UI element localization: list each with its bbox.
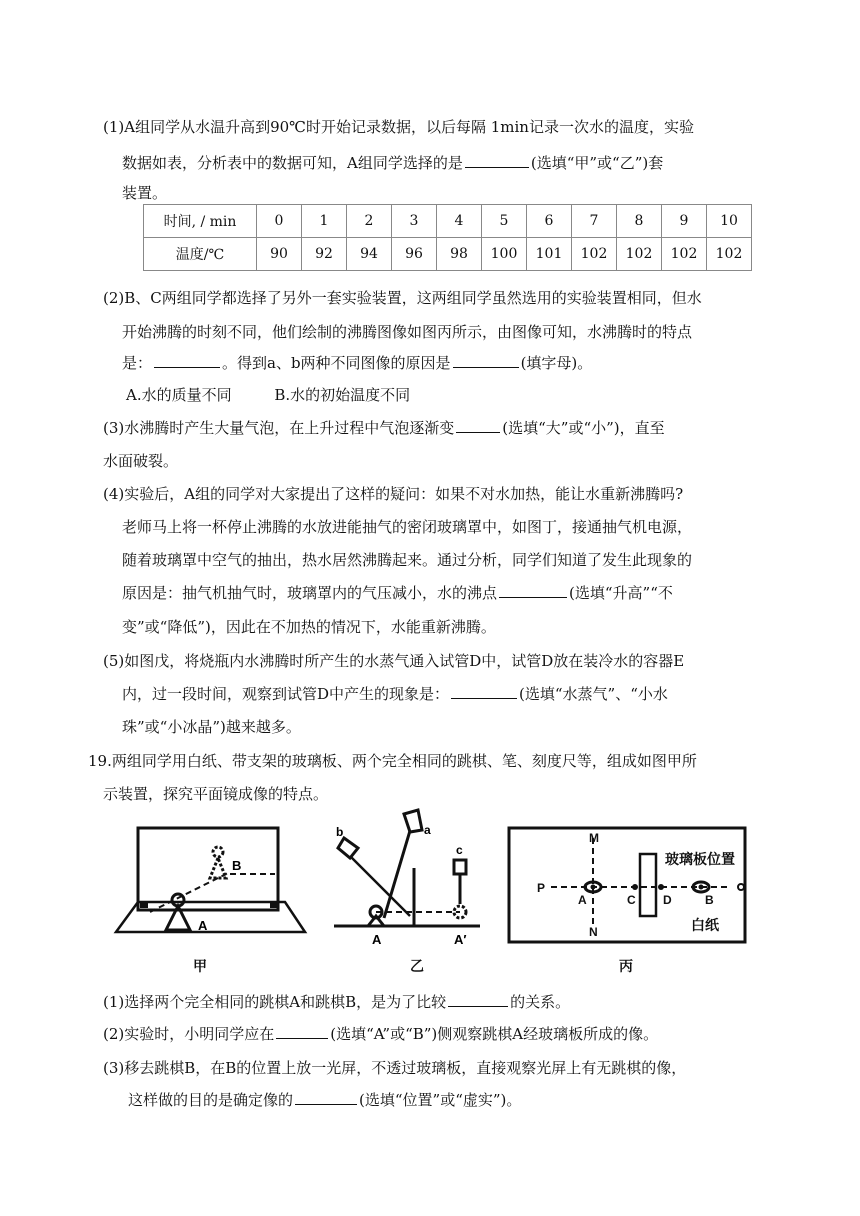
q18-p4-text: (4)实验后，A组的同学对大家提出了这样的疑问：如果不对水加热，能让水重新沸腾吗? (103, 485, 684, 503)
table-cell: 98 (437, 238, 482, 271)
q19-s3-line1 (103, 1058, 686, 1078)
q19-s3-text: (选填“位置”或“虚实”)。 (359, 1091, 522, 1109)
table-cell: 1 (302, 205, 347, 238)
figure-jia (110, 822, 310, 942)
glass-plate-position (640, 854, 656, 916)
q18-p4-line1 (103, 484, 683, 504)
table-cell: 7 (572, 205, 617, 238)
option-a: A.水的质量不同 (126, 386, 232, 404)
q18-p5-text: 内，过一段时间，观察到试管D中产生的现象是： (122, 685, 450, 703)
q19-s2-text: (2)实验时，小明同学应在 (103, 1025, 275, 1043)
q18-p1-text: 装置。 (122, 184, 168, 202)
point-b (699, 885, 704, 890)
answer-blank[interactable] (453, 353, 519, 368)
q18-p2-line3 (122, 353, 592, 373)
table-cell: 2 (347, 205, 392, 238)
q18-p4-line3 (122, 550, 692, 570)
eye-c (454, 860, 466, 874)
q18-p2-options (126, 385, 410, 405)
label-d: D (663, 893, 672, 907)
q18-p1-text: (1)A组同学从水温升高到90℃时开始记录数据，以后每隔 1min记录一次水的温度，实验 (103, 118, 694, 136)
q19-intro-text: 示装置，探究平面镜成像的特点。 (103, 785, 329, 803)
label-n: N (589, 925, 598, 939)
label-b: B (232, 858, 242, 873)
q18-p5-line1 (103, 651, 684, 671)
temperature-table (143, 204, 752, 271)
q19-s3-text: 这样做的目的是确定像的 (128, 1091, 294, 1109)
q18-p2-text: 是： (122, 354, 153, 372)
table-row (144, 238, 752, 271)
eye-a (404, 810, 422, 832)
q18-p4-line5 (122, 617, 496, 637)
eye-b (338, 838, 358, 858)
label-b: b (336, 825, 344, 839)
label-a: A (578, 893, 587, 907)
q19-s1 (103, 992, 570, 1012)
q18-p3-text: (3)水沸腾时产生大量气泡，在上升过程中气泡逐渐变 (103, 419, 455, 437)
label-a: A (198, 918, 208, 933)
q19-s3-text: (3)移去跳棋B，在B的位置上放一光屏，不透过玻璃板，直接观察光屏上有无跳棋的像， (103, 1059, 687, 1077)
eye-q (738, 884, 744, 890)
q19-intro-text: 19.两组同学用白纸、带支架的玻璃板、两个完全相同的跳棋、笔、刻度尺等，组成如图甲所 (88, 752, 697, 770)
q18-p4-line2 (122, 517, 692, 537)
plate-stand (140, 902, 148, 908)
table-cell: 92 (302, 238, 347, 271)
figure-bing (505, 824, 750, 946)
q18-p1-line3 (122, 183, 167, 203)
q18-p2-line2 (122, 322, 692, 342)
answer-blank[interactable] (276, 1024, 328, 1039)
answer-blank[interactable] (448, 992, 508, 1007)
answer-blank[interactable] (456, 418, 500, 433)
q18-p1-line1 (103, 117, 694, 137)
q18-p1-text: (选填“甲”或“乙”)套 (530, 154, 664, 172)
q19-s2 (103, 1024, 658, 1044)
point-d (658, 884, 664, 890)
q19-s1-text: (1)选择两个完全相同的跳棋A和跳棋B，是为了比较 (103, 993, 447, 1011)
q18-p3-text: (选填“大”或“小”)，直至 (502, 419, 665, 437)
glass-plate (138, 828, 278, 910)
answer-blank[interactable] (499, 583, 567, 598)
q19-s1-text: 的关系。 (510, 993, 571, 1011)
label-A: A (372, 932, 382, 947)
label-p: P (537, 881, 546, 895)
label-a: a (424, 823, 431, 837)
q18-p5-text: 珠”或“小冰晶”)越来越多。 (122, 718, 301, 736)
point-c (632, 884, 638, 890)
q18-p5-line2 (122, 684, 668, 704)
q18-p4-text: (选填“升高”“不 (569, 584, 673, 602)
label-c: C (627, 893, 636, 907)
q18-p4-text: 原因是：抽气机抽气时，玻璃罩内的气压减小，水的沸点 (122, 584, 498, 602)
table-cell: 9 (662, 205, 707, 238)
q18-p5-text: (5)如图戊，将烧瓶内水沸腾时所产生的水蒸气通入试管D中，试管D放在装冷水的容器E (103, 652, 685, 670)
table-cell: 102 (707, 238, 752, 271)
chess-piece-b (213, 847, 223, 857)
chess-piece-b (210, 858, 226, 878)
answer-blank[interactable] (451, 684, 517, 699)
label-c: c (456, 843, 463, 857)
table-header-time: 时间, / min (144, 205, 257, 238)
table-cell: 90 (257, 238, 302, 271)
q18-p3-line2 (103, 451, 178, 471)
q18-p3-text: 水面破裂。 (103, 452, 179, 470)
chess-piece-a (368, 916, 384, 926)
q19-intro-line2 (103, 784, 328, 804)
q19-s3-line2 (128, 1090, 521, 1110)
q18-p4-text: 老师马上将一杯停止沸腾的水放进能抽气的密闭玻璃罩中，如图丁，接通抽气机电源， (122, 518, 693, 536)
q19-intro-line1 (88, 751, 697, 771)
table-cell: 94 (347, 238, 392, 271)
table-cell: 102 (662, 238, 707, 271)
q18-p4-text: 随着玻璃罩中空气的抽出，热水居然沸腾起来。通过分析，同学们知道了发生此现象的 (122, 551, 693, 569)
q18-p1-text: 数据如表，分析表中的数据可知，A组同学选择的是 (122, 154, 463, 172)
answer-blank[interactable] (154, 353, 220, 368)
q18-p4-line4 (122, 583, 673, 603)
q18-p2-text: (填字母)。 (520, 354, 593, 372)
label-b: B (705, 893, 714, 907)
table-cell: 0 (257, 205, 302, 238)
caption-bing: 丙 (619, 959, 633, 975)
figure-yi (330, 808, 490, 948)
table-header-temp: 温度/℃ (144, 238, 257, 271)
table-row (144, 205, 752, 238)
caption-jia: 甲 (193, 959, 207, 975)
point-a (591, 885, 596, 890)
table-cell: 102 (617, 238, 662, 271)
table-cell: 102 (572, 238, 617, 271)
table-cell: 6 (527, 205, 572, 238)
caption-yi: 乙 (410, 959, 424, 975)
answer-blank[interactable] (295, 1090, 357, 1105)
q18-p5-text: (选填“水蒸气”、“小水 (519, 685, 668, 703)
table-cell: 100 (482, 238, 527, 271)
q18-p4-text: 变”或“降低”)，因此在不加热的情况下，水能重新沸腾。 (122, 618, 496, 636)
option-b: B.水的初始温度不同 (274, 386, 411, 404)
table-cell: 4 (437, 205, 482, 238)
table-cell: 101 (527, 238, 572, 271)
q18-p5-line3 (122, 717, 301, 737)
q19-s2-text: (选填“A”或“B”)侧观察跳棋A经玻璃板所成的像。 (330, 1025, 659, 1043)
plate-stand (270, 902, 278, 908)
q18-p2-text: (2)B、C两组同学都选择了另外一套实验装置，这两组同学虽然选用的实验装置相同，但水 (103, 289, 702, 307)
table-cell: 5 (482, 205, 527, 238)
glass-position-label: 玻璃板位置 (665, 851, 735, 867)
table-cell: 3 (392, 205, 437, 238)
label-m: M (589, 831, 599, 845)
table-cell: 8 (617, 205, 662, 238)
label-A-prime: A′ (454, 932, 467, 947)
table-cell: 10 (707, 205, 752, 238)
q18-p1-line2 (122, 153, 663, 173)
q18-p2-text: 开始沸腾的时刻不同，他们绘制的沸腾图像如图丙所示，由图像可知，水沸腾时的特点 (122, 323, 693, 341)
sight-line (150, 872, 230, 912)
q18-p3-line1 (103, 418, 665, 438)
paper-label: 白纸 (691, 917, 719, 933)
table-cell: 96 (392, 238, 437, 271)
q18-p2-line1 (103, 288, 702, 308)
answer-blank[interactable] (465, 153, 529, 168)
q18-p2-text: 。得到a、b两种不同图像的原因是 (222, 354, 451, 372)
